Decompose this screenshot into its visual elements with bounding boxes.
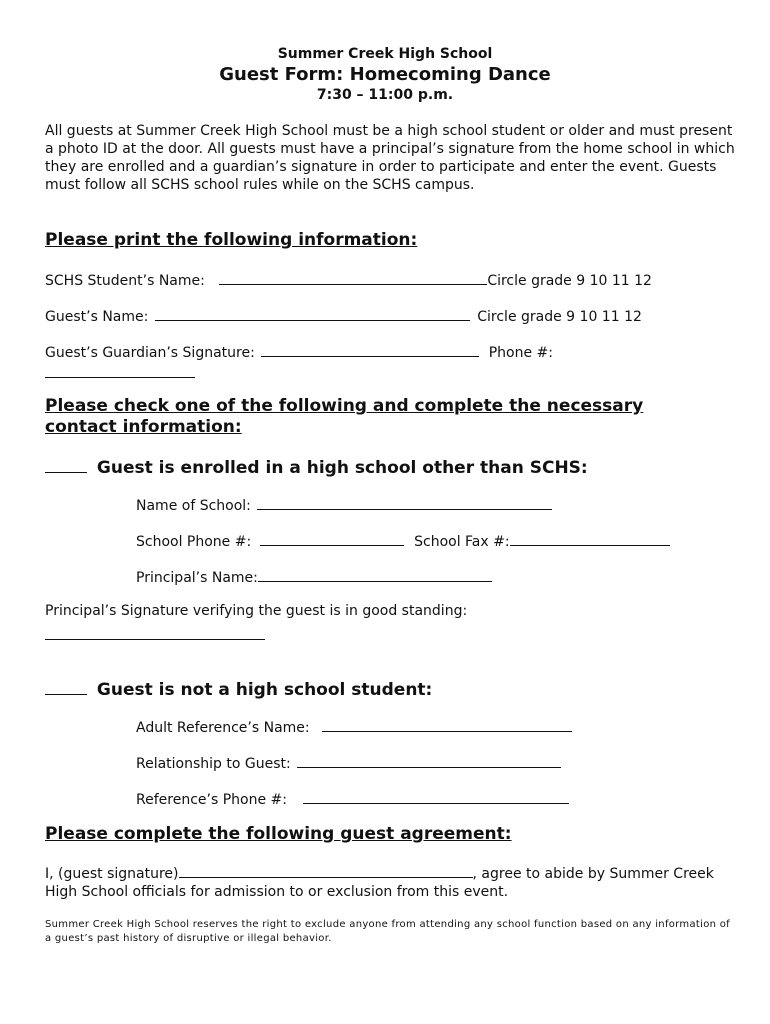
phone-field-row	[45, 363, 195, 382]
guardian-signature-row	[45, 342, 553, 361]
relationship-label: Relationship to Guest:	[136, 756, 291, 772]
principal-signature-label: Principal’s Signature verifying the guest is in good standing:	[45, 603, 468, 619]
print-info-heading: Please print the following information:	[45, 230, 418, 250]
option-enrolled-label: Guest is enrolled in a high school other than SCHS:	[96, 458, 588, 478]
option-not-student-label: Guest is not a high school student:	[96, 680, 433, 700]
guest-signature-field[interactable]	[179, 865, 473, 878]
student-name-field[interactable]	[219, 270, 487, 285]
option-enrolled-row	[45, 456, 588, 478]
reference-phone-label: Reference’s Phone #:	[136, 792, 287, 808]
guest-name-row	[45, 306, 642, 325]
school-phone-field[interactable]	[260, 531, 404, 546]
relationship-row	[136, 753, 561, 772]
student-name-label: SCHS Student’s Name:	[45, 273, 205, 289]
guardian-signature-field[interactable]	[261, 342, 479, 357]
school-fax-label: School Fax #:	[414, 534, 510, 550]
relationship-field[interactable]	[297, 753, 561, 768]
student-circle-grade[interactable]: Circle grade 9 10 11 12	[487, 273, 652, 289]
option-not-student-checkbox[interactable]	[45, 678, 87, 695]
option-not-student-row	[45, 678, 432, 700]
adult-reference-field[interactable]	[322, 717, 572, 732]
school-phone-fax-row	[136, 531, 670, 550]
agreement-paragraph	[45, 865, 735, 901]
guest-name-field[interactable]	[155, 306, 470, 321]
reference-phone-row	[136, 789, 569, 808]
guest-circle-grade[interactable]: Circle grade 9 10 11 12	[477, 309, 642, 325]
reference-phone-field[interactable]	[303, 789, 569, 804]
principal-name-row	[136, 567, 492, 586]
agreement-text-after: , agree to abide by Summer Creek High School officials for admission to or exclusion from this event.	[45, 866, 714, 900]
school-phone-label: School Phone #:	[136, 534, 252, 550]
adult-reference-label: Adult Reference’s Name:	[136, 720, 310, 736]
agreement-text-before: I, (guest signature)	[45, 866, 179, 882]
principal-name-label: Principal’s Name:	[136, 570, 258, 586]
option-enrolled-checkbox[interactable]	[45, 456, 87, 473]
school-fax-field[interactable]	[510, 531, 670, 546]
intro-paragraph: All guests at Summer Creek High School must be a high school student or older and must present a photo ID at the door. All guests must have a principal’s signature from the home school in which they are enrolled and a guardian’s signature in order to participate and enter the event. Guests must follow all SCHS school rules while on the SCHS campus.	[45, 123, 735, 193]
check-one-heading: Please check one of the following and complete the necessary contact information:	[45, 396, 644, 437]
phone-field[interactable]	[45, 363, 195, 378]
school-name-field[interactable]	[257, 495, 552, 510]
footer-note: Summer Creek High School reserves the right to exclude anyone from attending any school function based on any information of a guest’s past history of disruptive or illegal behavior.	[45, 919, 730, 944]
principal-name-field[interactable]	[258, 567, 492, 582]
student-name-row	[45, 270, 652, 289]
guardian-signature-label: Guest’s Guardian’s Signature:	[45, 345, 255, 361]
adult-reference-row	[136, 717, 572, 736]
school-name-heading: Summer Creek High School	[277, 46, 493, 62]
principal-signature-row	[45, 625, 265, 644]
school-name-row	[136, 495, 552, 514]
event-time: 7:30 – 11:00 p.m.	[316, 87, 454, 103]
school-name-label: Name of School:	[136, 498, 251, 514]
agreement-heading: Please complete the following guest agreement:	[45, 824, 512, 844]
phone-label: Phone #:	[488, 345, 553, 361]
principal-signature-field[interactable]	[45, 625, 265, 640]
form-title: Guest Form: Homecoming Dance	[219, 64, 551, 85]
guest-name-label: Guest’s Name:	[45, 309, 149, 325]
